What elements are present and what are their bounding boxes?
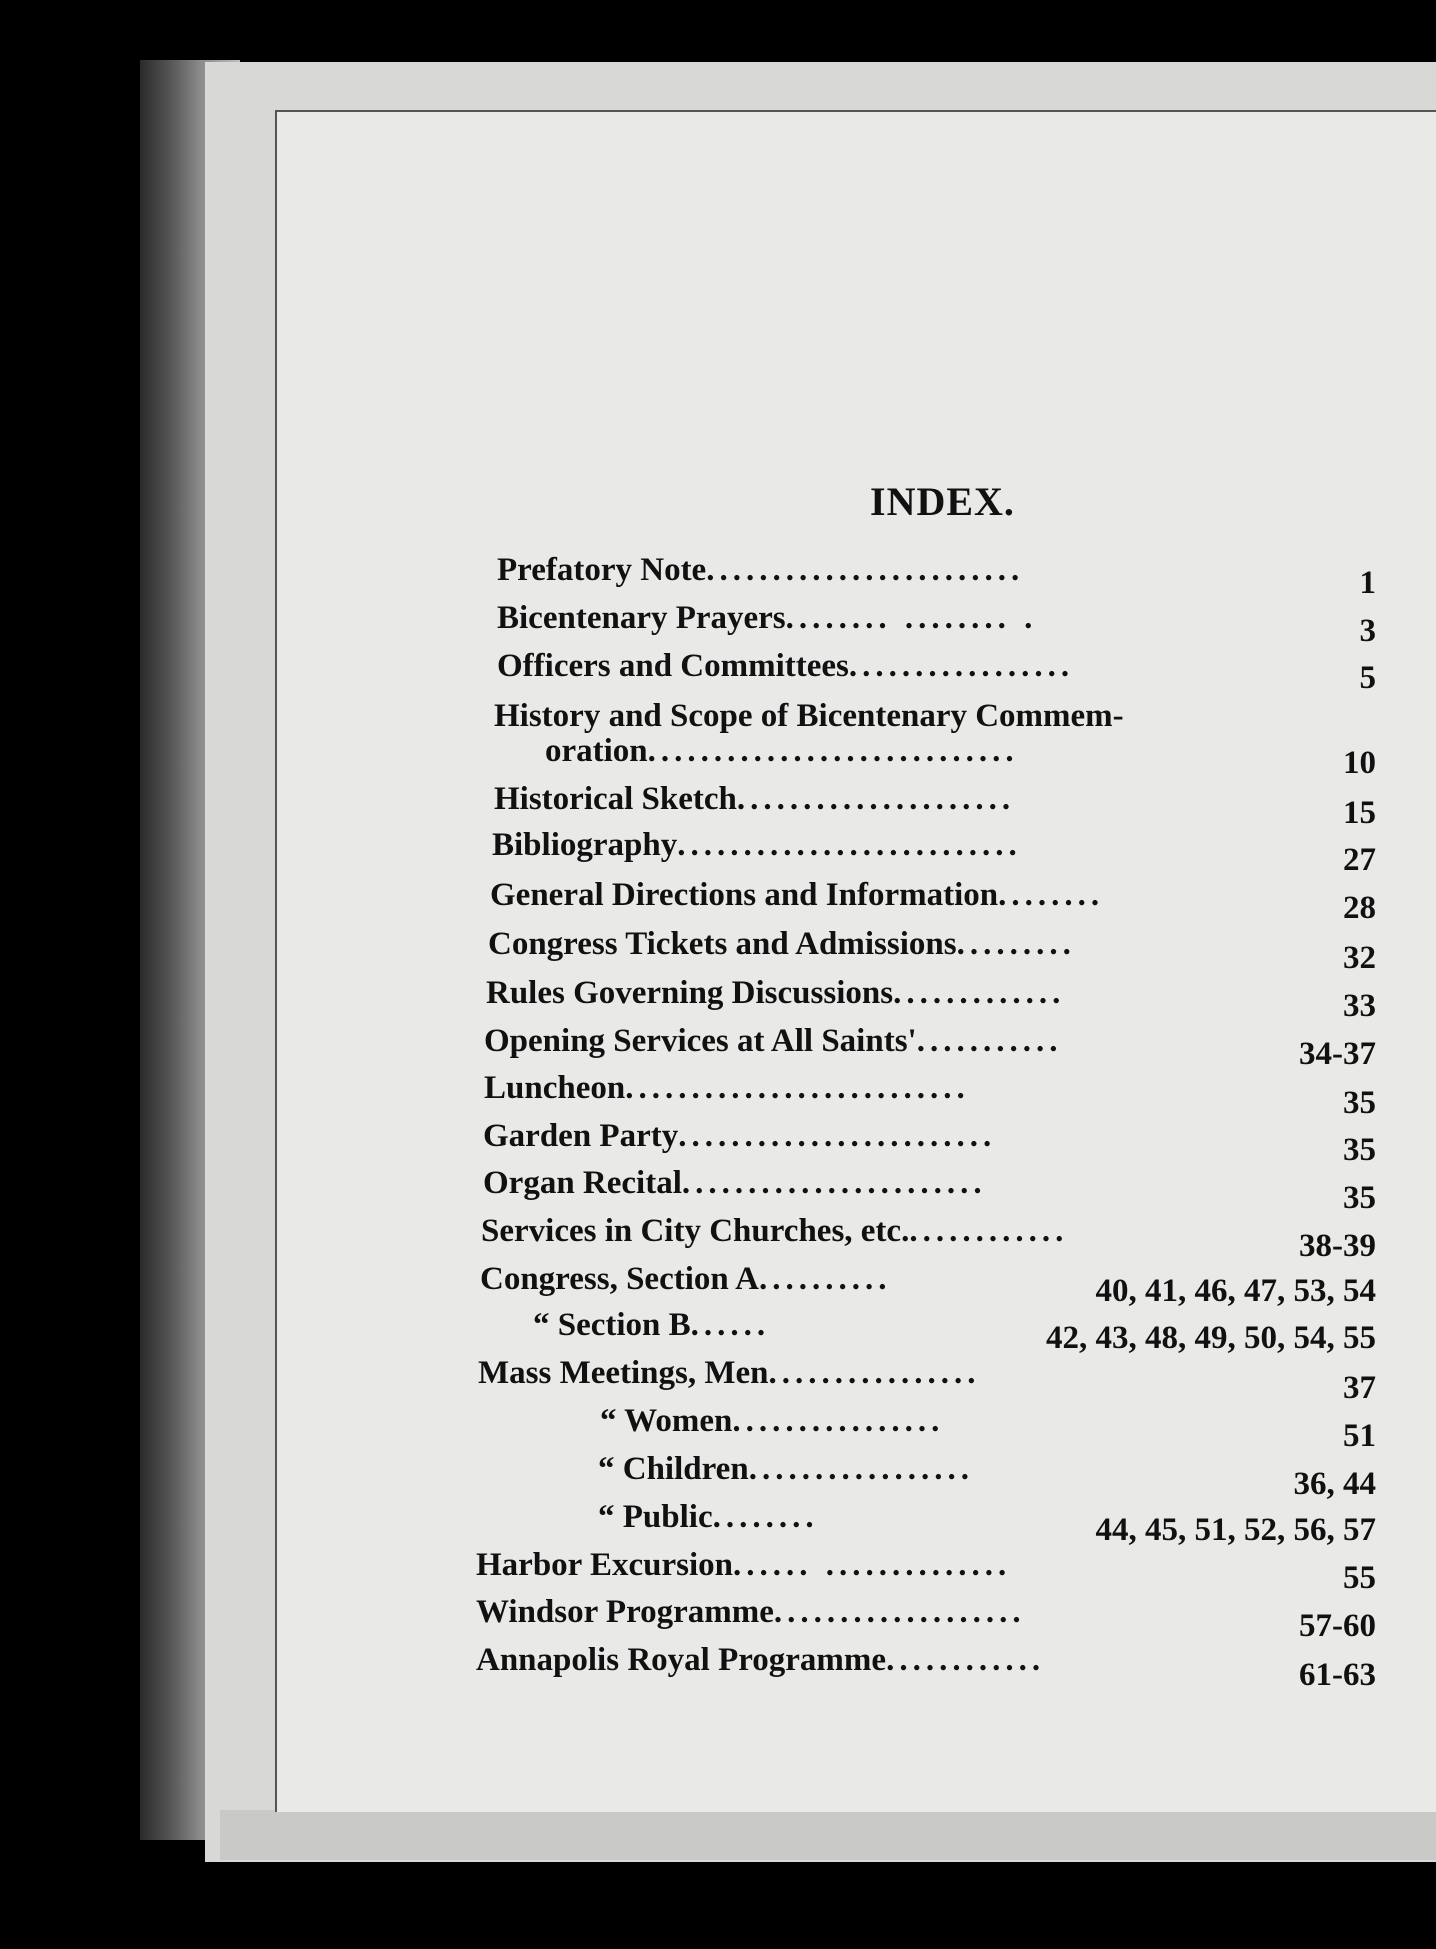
- entry-page-number: 27: [1343, 842, 1376, 878]
- entry-page-number: 44, 45, 51, 52, 56, 57: [1095, 1512, 1376, 1548]
- entry-label: Services in City Churches, etc.: [481, 1213, 910, 1249]
- index-entry: [486, 975, 1065, 1012]
- entry-page-number: 35: [1343, 1180, 1376, 1216]
- dot-leader: ........ ........ .: [785, 600, 1038, 636]
- dot-leader: .............: [893, 975, 1066, 1011]
- index-entry: [497, 552, 1024, 589]
- index-entry: [476, 1642, 1045, 1679]
- entry-label: Opening Services at All Saints': [484, 1023, 917, 1059]
- index-entry: [600, 1403, 944, 1440]
- dot-leader: ............: [909, 1213, 1069, 1249]
- dot-leader: ..........: [759, 1261, 892, 1297]
- dot-leader: ...................: [773, 1594, 1026, 1630]
- dot-leader: ............: [886, 1642, 1046, 1678]
- entry-page-number: 42, 43, 48, 49, 50, 54, 55: [1046, 1320, 1376, 1356]
- dot-leader: ................: [768, 1355, 981, 1391]
- entry-page-number: 5: [1359, 660, 1376, 696]
- entry-page-number: 37: [1343, 1370, 1376, 1406]
- index-entry: [598, 1499, 819, 1536]
- index-title: INDEX.: [870, 479, 1015, 524]
- dot-leader: .................: [748, 1451, 974, 1487]
- entry-page-number: 1: [1359, 565, 1376, 601]
- entry-page-number: 36, 44: [1293, 1466, 1376, 1502]
- dot-leader: ............................: [647, 733, 1019, 769]
- index-entry: [545, 733, 1019, 770]
- dot-leader: ........................: [678, 1118, 997, 1154]
- entry-label: Officers and Committees: [497, 648, 849, 684]
- index-entry: [494, 698, 1124, 735]
- index-entry: [483, 1165, 987, 1202]
- entry-label: “ Public: [598, 1499, 713, 1535]
- entry-page-number: 28: [1343, 890, 1376, 926]
- entry-page-number: 32: [1343, 940, 1376, 976]
- entry-label: Historical Sketch: [494, 781, 737, 817]
- entry-page-number: 34-37: [1299, 1036, 1376, 1072]
- index-entry: [483, 1118, 996, 1155]
- index-entry: [497, 648, 1074, 685]
- entry-label: “ Section B: [533, 1307, 691, 1343]
- dot-leader: ........................: [706, 552, 1025, 588]
- index-entry: [480, 1261, 892, 1298]
- entry-label: Congress, Section A: [480, 1261, 759, 1297]
- entry-page-number: 35: [1343, 1132, 1376, 1168]
- entry-label: Garden Party: [483, 1118, 679, 1154]
- dot-leader: .......................: [681, 1165, 987, 1201]
- page-stack-bottom: [220, 1810, 1436, 1860]
- entry-page-number: 61-63: [1299, 1657, 1376, 1693]
- dot-leader: ...... ..............: [733, 1547, 1012, 1583]
- index-entry: [484, 1023, 1062, 1060]
- index-entry: [497, 600, 1037, 637]
- entry-label: Windsor Programme: [476, 1594, 774, 1630]
- entry-label: Annapolis Royal Programme: [476, 1642, 887, 1678]
- dot-leader: .........: [956, 926, 1076, 962]
- entry-label: Luncheon: [484, 1070, 626, 1106]
- entry-page-number: 40, 41, 46, 47, 53, 54: [1095, 1273, 1376, 1309]
- index-entry: [478, 1355, 981, 1392]
- entry-label: Congress Tickets and Admissions: [488, 926, 957, 962]
- entry-label: “ Women: [600, 1403, 733, 1439]
- dot-leader: ................: [732, 1403, 945, 1439]
- entry-label: Organ Recital: [483, 1165, 682, 1201]
- index-entry: [476, 1594, 1026, 1631]
- entry-label: Prefatory Note: [497, 552, 707, 588]
- entry-label: Bicentenary Prayers: [497, 600, 786, 636]
- entry-page-number: 10: [1343, 745, 1376, 781]
- entry-page-number: 51: [1343, 1418, 1376, 1454]
- dot-leader: ...........: [916, 1023, 1063, 1059]
- index-entry: [533, 1307, 770, 1344]
- entry-label: “ Children: [598, 1451, 749, 1487]
- entry-label: oration: [545, 733, 648, 769]
- dot-leader: ........: [712, 1499, 819, 1535]
- entry-page-number: 57-60: [1299, 1608, 1376, 1644]
- index-entry: [476, 1547, 1011, 1584]
- index-entry: [492, 827, 1022, 864]
- index-entry: [494, 781, 1015, 818]
- entry-label: Rules Governing Discussions: [486, 975, 894, 1011]
- dot-leader: ......: [690, 1307, 771, 1343]
- entry-label: History and Scope of Bicentenary Commem-: [494, 698, 1124, 734]
- entry-label: General Directions and Information: [490, 877, 999, 913]
- entry-page-number: 38-39: [1299, 1228, 1376, 1264]
- entry-label: Bibliography: [492, 827, 678, 863]
- entry-label: Harbor Excursion: [476, 1547, 733, 1583]
- dot-leader: ..........................: [677, 827, 1022, 863]
- entry-page-number: 55: [1343, 1560, 1376, 1596]
- entry-page-number: 35: [1343, 1085, 1376, 1121]
- dot-leader: ..........................: [625, 1070, 970, 1106]
- entry-page-number: 15: [1343, 795, 1376, 831]
- index-entry: [490, 877, 1104, 914]
- entry-label: Mass Meetings, Men: [478, 1355, 769, 1391]
- entry-page-number: 3: [1359, 613, 1376, 649]
- index-entry: [484, 1070, 970, 1107]
- entry-page-number: 33: [1343, 988, 1376, 1024]
- dot-leader: .................: [848, 648, 1075, 684]
- index-entry: [488, 926, 1076, 963]
- dot-leader: ........: [998, 877, 1105, 913]
- index-entry: [598, 1451, 974, 1488]
- index-entry: [481, 1213, 1068, 1250]
- dot-leader: .....................: [736, 781, 1016, 817]
